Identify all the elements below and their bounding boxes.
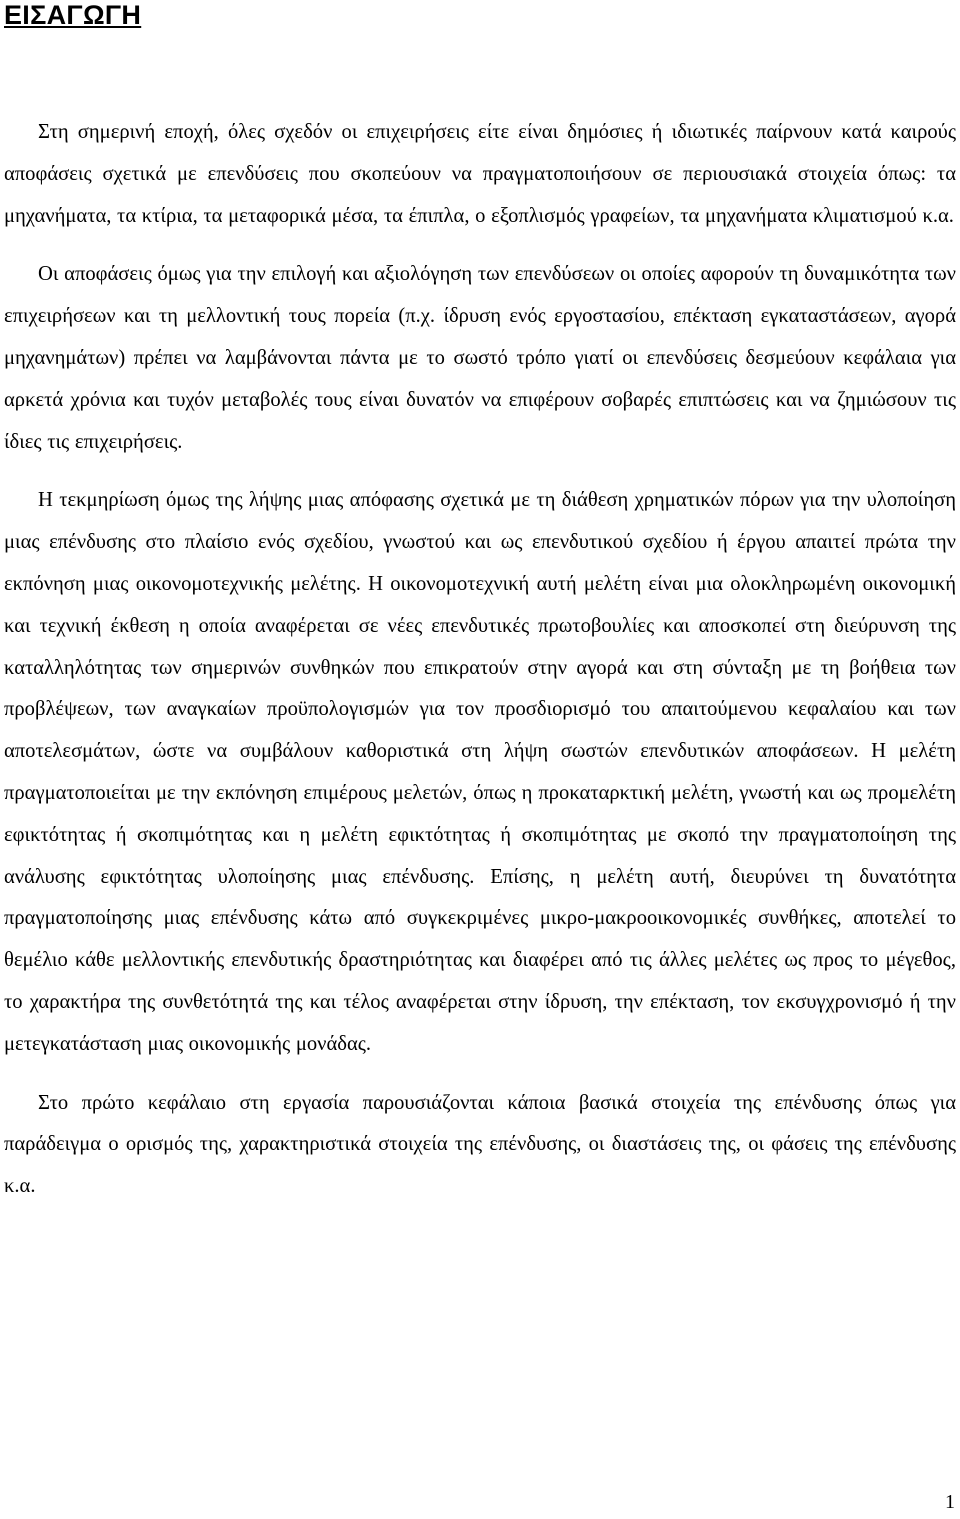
page-number: 1 bbox=[945, 1491, 955, 1513]
paragraph-chapter-overview: Στο πρώτο κεφάλαιο στη εργασία παρουσιάζονται κάποια βασικά στοιχεία της επένδυσης όπως για παράδειγμα ο ορισμός της, χαρακτηριστικά στοιχεία της επένδυσης, οι διαστάσεις της, οι φάσεις της επένδυσης κ.α. bbox=[4, 1091, 956, 1198]
paragraph-investment-decisions: Οι αποφάσεις όμως για την επιλογή και αξιολόγηση των επενδύσεων οι οποίες αφορούν τη δυναμικότητα των επιχειρήσεων και τη μελλοντική τους πορεία (π.χ. ίδρυση ενός εργοστασίου, επέκταση εγκαταστάσεων, αγορά μηχανημάτων) πρέπει να λαμβάνονται πάντα με το σωστό τρόπο γιατί οι επενδύσεις δεσμεύουν κεφάλαια για αρκετά χρόνια και τυχόν μεταβολές τους είναι δυνατόν να επιφέρουν σοβαρές επιπτώσεις και να ζημιώσουν τις ίδιες τις επιχειρήσεις. bbox=[4, 263, 956, 453]
body-text bbox=[4, 112, 956, 1208]
section-heading: ΕΙΣΑΓΩΓΗ bbox=[4, 0, 142, 30]
paragraph-feasibility-study: Η τεκμηρίωση όμως της λήψης μιας απόφασης σχετικά με τη διάθεση χρηματικών πόρων για την υλοποίηση μιας επένδυσης στο πλαίσιο ενός σχεδίου, γνωστού και ως επενδυτικού σχεδίου ή έργου απαιτεί πρώτα την εκπόνηση μιας οικονομοτεχνικής μελέτης. Η οικονομοτεχνική αυτή μελέτη είναι μια ολοκληρωμένη οικονομική και τεχνική έκθεση η οποία αναφέρεται σε νέες επενδυτικές πρωτοβουλίες και αποσκοπεί στη διεύρυνση της καταλληλότητας των σημερινών συνθηκών που επικρατούν στην αγορά και στη σύνταξη με τη βοήθεια των προβλέψεων, των αναγκαίων προϋπολογισμών για τον προσδιορισμό του απαιτούμενου κεφαλαίου και των αποτελεσμάτων, ώστε να συμβάλουν καθοριστικά στη λήψη σωστών επενδυτικών αποφάσεων. Η μελέτη πραγματοποιείται με την εκπόνηση επιμέρους μελετών, όπως η προκαταρκτική μελέτη, γνωστή και ως προμελέτη εφικτότητας ή σκοπιμότητας και η μελέτη εφικτότητας ή σκοπιμότητας με σκοπό την πραγματοποίηση της ανάλυσης εφικτότητας υλοποίησης μιας επένδυσης. Επίσης, η μελέτη αυτή, διευρύνει τη δυνατότητα πραγματοποίησης μιας επένδυσης κάτω από συγκεκριμένες μικρο-μακροοικονομικές συνθήκες, αποτελεί το θεμέλιο κάθε μελλοντικής επενδυτικής δραστηριότητας και διαφέρει από τις άλλες μελέτες ως προς το μέγεθος, το χαρακτήρα της συνθετότητά της και τέλος αναφέρεται στην ίδρυση, την επέκταση, τον εκσυγχρονισμό ή την μετεγκατάσταση μιας οικονομικής μονάδας. bbox=[4, 489, 956, 1055]
paragraph-intro: Στη σημερινή εποχή, όλες σχεδόν οι επιχειρήσεις είτε είναι δημόσιες ή ιδιωτικές παίρνουν κατά καιρούς αποφάσεις σχετικά με επενδύσεις που σκοπεύουν να πραγματοποιήσουν σε περιουσιακά στοιχεία όπως: τα μηχανήματα, τα κτίρια, τα μεταφορικά μέσα, τα έπιπλα, ο εξοπλισμός γραφείων, τα μηχανήματα κλιματισμού κ.α. bbox=[4, 121, 956, 227]
